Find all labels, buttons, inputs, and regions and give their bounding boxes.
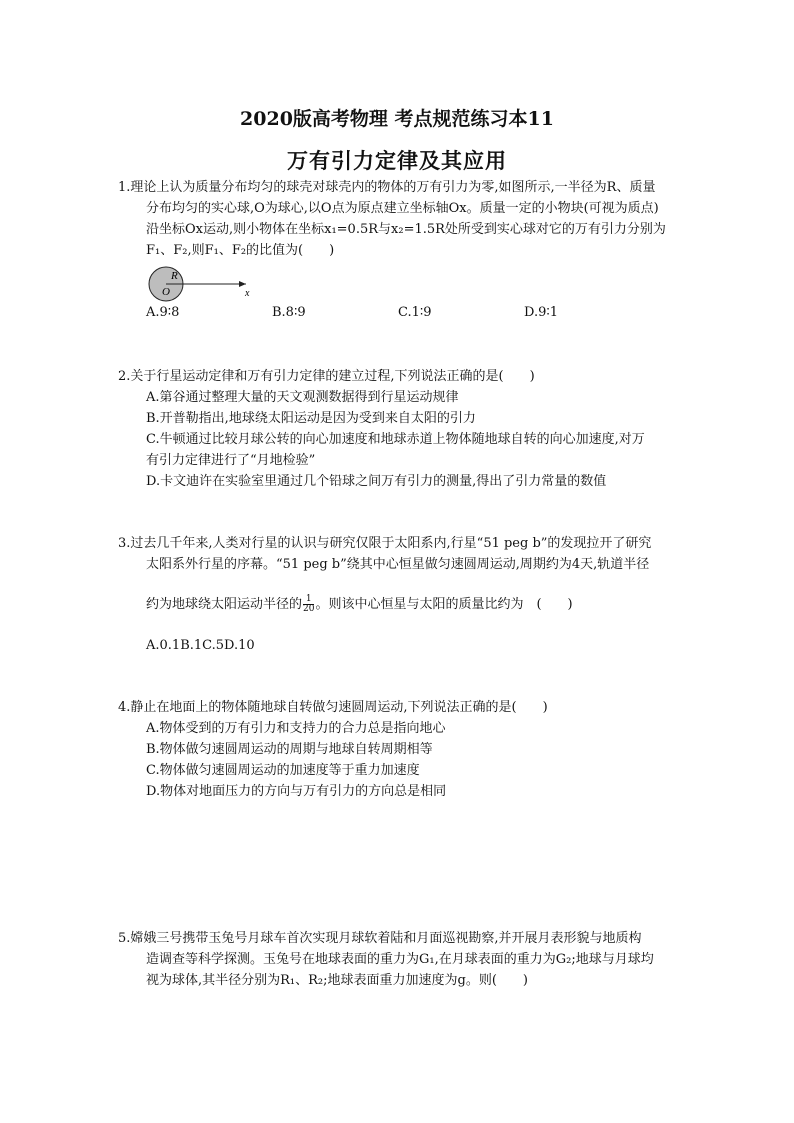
question-4: [118, 697, 703, 802]
fraction-denominator: 20: [303, 604, 315, 614]
question-1-line: 1.理论上认为质量分布均匀的球壳对球壳内的物体的万有引力为零,如图所示,一半径为R、质量: [118, 180, 656, 195]
question-3-options: A.0.1B.1C.5D.10: [146, 638, 255, 653]
option-d: D.9∶1: [524, 305, 559, 320]
option-d: D.卡文迪许在实验室里通过几个铅球之间万有引力的测量,得出了引力常量的数值: [146, 474, 607, 489]
question-2-stem: 2.关于行星运动定律和万有引力定律的建立过程,下列说法正确的是( ): [118, 369, 535, 384]
x-axis-arrow: [239, 281, 246, 287]
question-1-line: 沿坐标Ox运动,则小物体在坐标x₁=0.5R与x₂=1.5R处所受到实心球对它的万有引力分别为: [146, 222, 666, 237]
question-3-line: 3.过去几千年来,人类对行星的认识与研究仅限于太阳系内,行星“51 peg b”的发现拉开了研究: [118, 536, 652, 551]
option-a: A.物体受到的万有引力和支持力的合力总是指向地心: [146, 721, 446, 736]
question-3-line3: [118, 594, 703, 615]
option-a: A.9∶8: [146, 305, 180, 320]
question-1-line: 分布均匀的实心球,O为球心,以O点为原点建立坐标轴Ox。质量一定的小物块(可视为质点): [146, 201, 659, 216]
option-a: A.第谷通过整理大量的天文观测数据得到行星运动规律: [146, 390, 459, 405]
option-c: C.1∶9: [398, 305, 432, 320]
question-3: [118, 533, 703, 575]
sphere-axis-diagram: [146, 264, 266, 304]
question-5-line: 造调查等科学探测。玉兔号在地球表面的重力为G₁,在月球表面的重力为G₂;地球与月球均: [146, 952, 654, 967]
question-1-line: F₁、F₂,则F₁、F₂的比值为( ): [146, 243, 335, 258]
question-3-text: 约为地球绕太阳运动半径的: [146, 597, 303, 612]
origin-label: O: [162, 286, 170, 298]
question-5-line: 视为球体,其半径分别为R₁、R₂;地球表面重力加速度为g。则( ): [146, 973, 528, 988]
question-5: [118, 928, 703, 991]
page-subtitle: 万有引力定律及其应用: [287, 148, 507, 173]
question-2: [118, 366, 703, 492]
question-1: [118, 177, 703, 261]
option-b: B.物体做匀速圆周运动的周期与地球自转周期相等: [146, 742, 433, 757]
option-c: C.物体做匀速圆周运动的加速度等于重力加速度: [146, 763, 420, 778]
question-3-text: 。则该中心恒星与太阳的质量比约为 ( ): [315, 597, 573, 612]
option-c: C.牛顿通过比较月球公转的向心加速度和地球赤道上物体随地球自转的向心加速度,对万: [146, 432, 645, 447]
option-b: B.8∶9: [272, 305, 306, 320]
fraction-numerator: 1: [303, 595, 314, 605]
option-b: B.开普勒指出,地球绕太阳运动是因为受到来自太阳的引力: [146, 411, 476, 426]
x-axis-label: x: [245, 288, 250, 299]
page-title: 2020版高考物理 考点规范练习本11: [240, 108, 554, 130]
question-4-stem: 4.静止在地面上的物体随地球自转做匀速圆周运动,下列说法正确的是( ): [118, 700, 548, 715]
radius-label: R: [171, 270, 178, 282]
option-c-continued: 有引力定律进行了“月地检验”: [146, 453, 316, 468]
question-5-line: 5.嫦娥三号携带玉兔号月球车首次实现月球软着陆和月面巡视勘察,并开展月表形貌与地质构: [118, 931, 642, 946]
fraction: [303, 595, 314, 614]
option-d: D.物体对地面压力的方向与万有引力的方向总是相同: [146, 784, 447, 799]
question-3-line: 太阳系外行星的序幕。“51 peg b”绕其中心恒星做匀速圆周运动,周期约为4天,轨道半径: [146, 557, 650, 572]
